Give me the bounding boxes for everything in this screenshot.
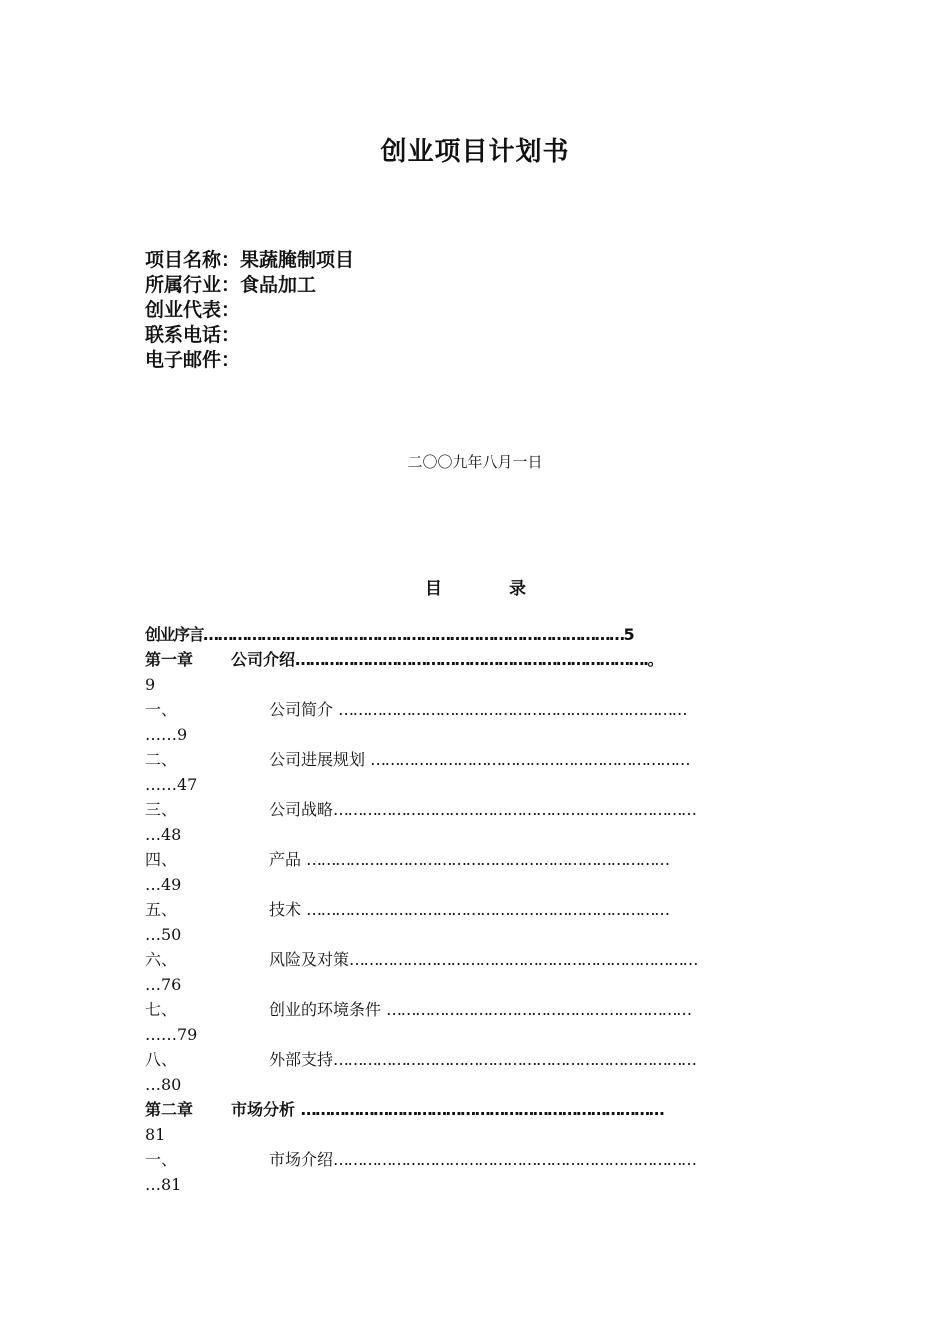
toc-entry-section[interactable] xyxy=(145,697,805,722)
toc-entry-page: ……79 xyxy=(145,1025,198,1044)
info-industry xyxy=(145,273,354,298)
toc-entry-label: 公司战略 xyxy=(269,800,334,819)
toc-entry-page: …81 xyxy=(145,1175,182,1194)
toc-entry-section[interactable] xyxy=(145,747,805,772)
toc-entry-label: 技术 xyxy=(269,900,307,919)
toc-entry-leader: ……………………………………………………… xyxy=(386,1000,691,1019)
toc-entry-section[interactable] xyxy=(145,997,805,1022)
toc-entry-label: 公司介绍 xyxy=(231,650,296,669)
toc-entry-number: 第二章 xyxy=(145,1100,194,1119)
toc-entry-leader: ………………………………………………………………… xyxy=(333,1050,696,1069)
info-project-name xyxy=(145,248,354,273)
toc-entry-number: 七、 xyxy=(145,1000,178,1019)
toc-entry-chapter-1[interactable] xyxy=(145,647,805,672)
toc-entry-page: 9 xyxy=(145,675,156,694)
toc-entry-number: 第一章 xyxy=(145,650,194,669)
info-label: 项目名称： xyxy=(145,249,241,271)
toc-entry-leader: ………………………………………………………………… xyxy=(333,800,696,819)
toc-entry-page: ……9 xyxy=(145,725,188,744)
toc-heading-char: 目 xyxy=(425,579,442,599)
toc-entry-leader: ……………………………………………………………… xyxy=(349,950,698,969)
info-value: 果蔬腌制项目 xyxy=(240,249,355,271)
toc-entry-number: 三、 xyxy=(145,800,178,819)
toc-entry-leader: ………………………………………………………………… xyxy=(333,1150,696,1169)
info-representative xyxy=(145,298,354,323)
toc-entry-label: 外部支持 xyxy=(269,1050,334,1069)
toc-entry-label: 市场介绍 xyxy=(269,1150,334,1169)
info-label: 电子邮件： xyxy=(145,349,241,371)
toc-entry-label: 风险及对策 xyxy=(269,950,350,969)
project-info xyxy=(145,248,354,373)
info-label: 创业代表： xyxy=(145,299,241,321)
toc-entry-leader: ………………………………………………………………… xyxy=(306,850,669,869)
toc-entry-section[interactable] xyxy=(145,897,805,922)
toc-entry-section[interactable] xyxy=(145,847,805,872)
toc-entry-chapter-2[interactable] xyxy=(145,1097,805,1122)
toc-entry-page: …48 xyxy=(145,825,182,844)
toc-entry-label: 产品 xyxy=(269,850,307,869)
toc-entry-number: 二、 xyxy=(145,750,178,769)
toc-entry-label: 市场分析 xyxy=(231,1100,301,1119)
toc-entry-preface[interactable] xyxy=(145,622,805,647)
table-of-contents xyxy=(145,622,805,1197)
info-label: 所属行业： xyxy=(145,274,241,296)
toc-entry-number: 一、 xyxy=(145,700,178,719)
toc-entry-label: 创业的环境条件 xyxy=(269,1000,387,1019)
toc-entry-section[interactable] xyxy=(145,947,805,972)
toc-heading-char: 录 xyxy=(509,579,526,599)
info-email xyxy=(145,348,354,373)
toc-entry-leader: ……………………………………………………………….。 xyxy=(295,650,663,669)
toc-entry-page: …50 xyxy=(145,925,182,944)
toc-entry-page: …76 xyxy=(145,975,182,994)
info-value: 食品加工 xyxy=(240,274,317,296)
toc-entry-number: 六、 xyxy=(145,950,178,969)
toc-entry-page: …49 xyxy=(145,875,182,894)
toc-entry-number: 五、 xyxy=(145,900,178,919)
toc-entry-number: 一、 xyxy=(145,1150,178,1169)
toc-entry-page: …80 xyxy=(145,1075,182,1094)
toc-entry-leader: ………………………………………………………… xyxy=(370,750,690,769)
toc-entry-text: 创业序言……………………………………………………………………………5 xyxy=(145,625,634,644)
toc-entry-label: 公司简介 xyxy=(269,700,339,719)
toc-entry-leader: ……………………………………………………………… xyxy=(338,700,687,719)
toc-entry-leader: ………………………………………………………………… xyxy=(300,1100,664,1119)
toc-entry-number: 四、 xyxy=(145,850,178,869)
toc-entry-page: 81 xyxy=(145,1125,166,1144)
toc-entry-section[interactable] xyxy=(145,1047,805,1072)
document-title: 创业项目计划书 xyxy=(380,137,570,167)
toc-entry-leader: ………………………………………………………………… xyxy=(306,900,669,919)
info-phone xyxy=(145,323,354,348)
toc-entry-label: 公司进展规划 xyxy=(269,750,371,769)
toc-entry-section[interactable] xyxy=(145,797,805,822)
toc-entry-page: ……47 xyxy=(145,775,198,794)
info-label: 联系电话： xyxy=(145,324,241,346)
toc-entry-number: 八、 xyxy=(145,1050,178,1069)
document-date: 二〇〇九年八月一日 xyxy=(407,453,543,471)
toc-entry-section[interactable] xyxy=(145,1147,805,1172)
